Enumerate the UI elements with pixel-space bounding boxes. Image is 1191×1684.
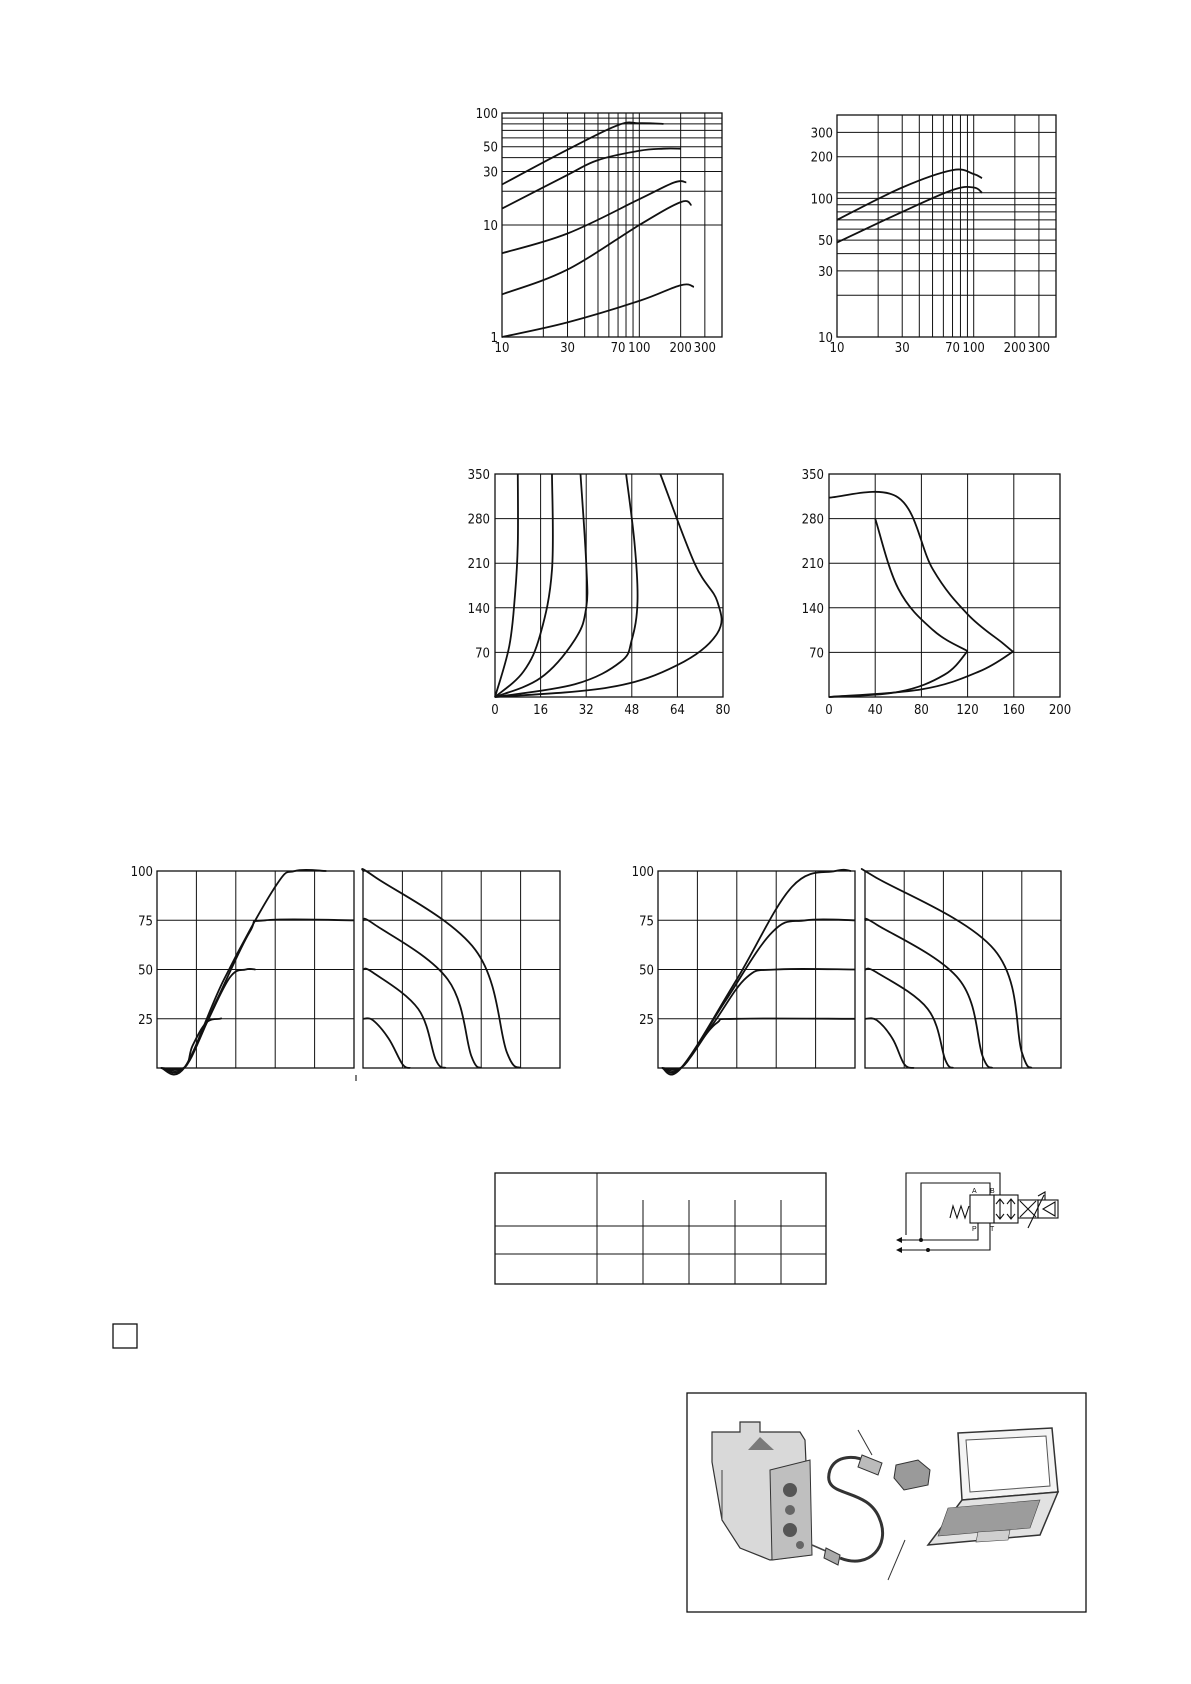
series-1-line: [495, 474, 518, 697]
x-tick-label: 10: [494, 341, 510, 356]
y-tick-label: 10: [483, 219, 498, 234]
chart-1-tick-labels: [476, 107, 716, 356]
chart-4-tick-labels: [802, 468, 1071, 718]
y-tick-label: 350: [801, 468, 824, 483]
laptop-icon: [928, 1428, 1058, 1545]
series-3-line: [495, 474, 587, 697]
chart-5-step-response: [131, 865, 560, 1075]
chart-4-linear: [802, 468, 1071, 718]
chart-6-grid: [658, 871, 1061, 1068]
x-tick-label: 30: [894, 341, 910, 356]
y-tick-label: 50: [138, 963, 153, 979]
y-tick-label: 25: [138, 1012, 153, 1028]
y-tick-label: 350: [467, 468, 490, 483]
amplifier-triangle-icon: [1043, 1202, 1055, 1216]
fall-curve-2: [865, 968, 953, 1068]
y-tick-label: 100: [130, 865, 153, 880]
section-box: [113, 1324, 137, 1348]
x-tick-label: 80: [715, 703, 731, 718]
chart-6-curves: [662, 869, 1032, 1075]
x-tick-label: 64: [669, 703, 685, 718]
rise-curve-1: [662, 1018, 855, 1069]
chart-2-tick-labels: [811, 126, 1050, 356]
chart-6-tick-labels: [632, 865, 654, 1028]
x-tick-label: 70: [610, 341, 626, 356]
callout-line-bottom: [888, 1540, 905, 1580]
y-tick-label: 140: [467, 601, 490, 617]
arrow-head-icon: [896, 1237, 902, 1243]
y-tick-label: 100: [631, 865, 654, 880]
y-tick-label: 100: [475, 107, 498, 122]
flow-arrow-1: [996, 1199, 1004, 1219]
x-tick-label: 200: [1003, 341, 1027, 356]
y-tick-label: 1: [490, 331, 498, 346]
pilot-line-outer: [906, 1173, 1000, 1235]
chart-3-curves: [495, 474, 722, 697]
usb-adapter-icon: [894, 1460, 930, 1490]
series-3-line: [829, 651, 968, 697]
junction-dot: [926, 1248, 930, 1252]
port-t-label: T: [990, 1226, 995, 1233]
port-p-label: P: [972, 1226, 977, 1233]
flow-arrow-2: [1007, 1199, 1015, 1219]
series-2-line: [495, 474, 553, 697]
y-tick-label: 50: [639, 963, 654, 979]
usb-plug-icon: [858, 1455, 882, 1475]
y-tick-label: 100: [810, 192, 833, 208]
chart-5-grid: [157, 871, 560, 1068]
x-tick-label: 16: [533, 703, 549, 718]
y-tick-label: 140: [801, 601, 824, 617]
plot-frame: [829, 474, 1060, 697]
y-tick-label: 280: [467, 512, 490, 528]
series-4-line: [502, 201, 692, 294]
port-b-label: B: [990, 1188, 995, 1195]
fall-curve-2: [363, 968, 446, 1068]
y-tick-label: 75: [138, 914, 153, 930]
x-tick-label: 30: [560, 341, 575, 356]
fall-curve-3: [865, 919, 992, 1068]
chart-5-curves: [161, 869, 521, 1075]
fall-curve-1: [865, 1018, 914, 1068]
y-tick-label: 30: [818, 264, 833, 280]
x-tick-label: 0: [491, 703, 499, 718]
y-tick-label: 75: [639, 914, 654, 930]
fall-curve-3: [363, 919, 481, 1068]
chart-3-tick-labels: [468, 468, 731, 718]
x-tick-label: 160: [1002, 703, 1025, 718]
chart-4-grid: [829, 474, 1060, 697]
chart-6-step-response: [632, 865, 1061, 1075]
proportional-arrow-icon: [1028, 1192, 1045, 1228]
chart-1-log-log: [476, 107, 722, 356]
solenoid-cross-icon: [1020, 1201, 1036, 1217]
rise-curve-4: [662, 870, 851, 1075]
x-tick-label: 70: [945, 341, 960, 356]
line-p: [898, 1223, 978, 1240]
x-tick-label: 40: [867, 703, 883, 718]
y-tick-label: 10: [818, 331, 833, 346]
x-tick-label: 10: [829, 341, 845, 356]
data-table: [495, 1173, 826, 1284]
x-tick-label: 32: [578, 703, 594, 718]
x-tick-label: 100: [628, 341, 651, 356]
y-tick-label: 300: [810, 126, 833, 142]
m12-connector-icon: [824, 1548, 840, 1565]
y-tick-label: 70: [475, 646, 490, 662]
table-border: [495, 1173, 826, 1284]
spring-icon: [950, 1206, 969, 1218]
arrow-head-icon: [896, 1247, 902, 1253]
rise-curve-3: [161, 919, 354, 1073]
y-tick-label: 210: [467, 557, 490, 573]
y-tick-label: 280: [801, 512, 824, 528]
chart-3-linear: [468, 468, 731, 718]
x-tick-label: 120: [956, 703, 979, 718]
junction-dot: [919, 1238, 923, 1242]
x-tick-label: 0: [825, 703, 833, 718]
fall-curve-4: [862, 869, 1032, 1068]
series-3-line: [502, 181, 686, 253]
connection-illustration: [687, 1393, 1086, 1612]
x-tick-label: 200: [669, 341, 692, 356]
x-tick-label: 300: [1027, 341, 1051, 356]
y-tick-label: 50: [818, 234, 833, 250]
y-tick-label: 200: [810, 150, 833, 166]
x-tick-label: 300: [693, 341, 717, 356]
chart-2-log-log: [811, 115, 1056, 356]
y-tick-label: 25: [639, 1012, 654, 1028]
y-tick-label: 210: [801, 557, 824, 573]
chart-1-grid: [502, 113, 722, 337]
valve-driver-icon: [712, 1422, 812, 1560]
y-tick-label: 50: [483, 140, 498, 156]
valve-box-left: [970, 1195, 994, 1223]
x-tick-label: 48: [624, 703, 640, 718]
y-tick-label: 30: [483, 165, 498, 181]
chart-5-tick-labels: [131, 865, 153, 1028]
x-tick-label: 80: [913, 703, 929, 718]
pilot-line-inner: [921, 1183, 990, 1240]
hydraulic-valve-symbol: [896, 1173, 1058, 1253]
port-a-label: A: [972, 1188, 977, 1195]
x-tick-label: 200: [1048, 703, 1072, 718]
rise-curve-4: [161, 870, 327, 1075]
valve-box-right: [994, 1195, 1018, 1223]
rise-curve-1: [161, 1018, 221, 1069]
fall-curve-1: [363, 1018, 410, 1068]
y-tick-label: 70: [809, 646, 824, 662]
callout-line-top: [858, 1430, 872, 1455]
x-tick-label: 100: [962, 341, 985, 356]
